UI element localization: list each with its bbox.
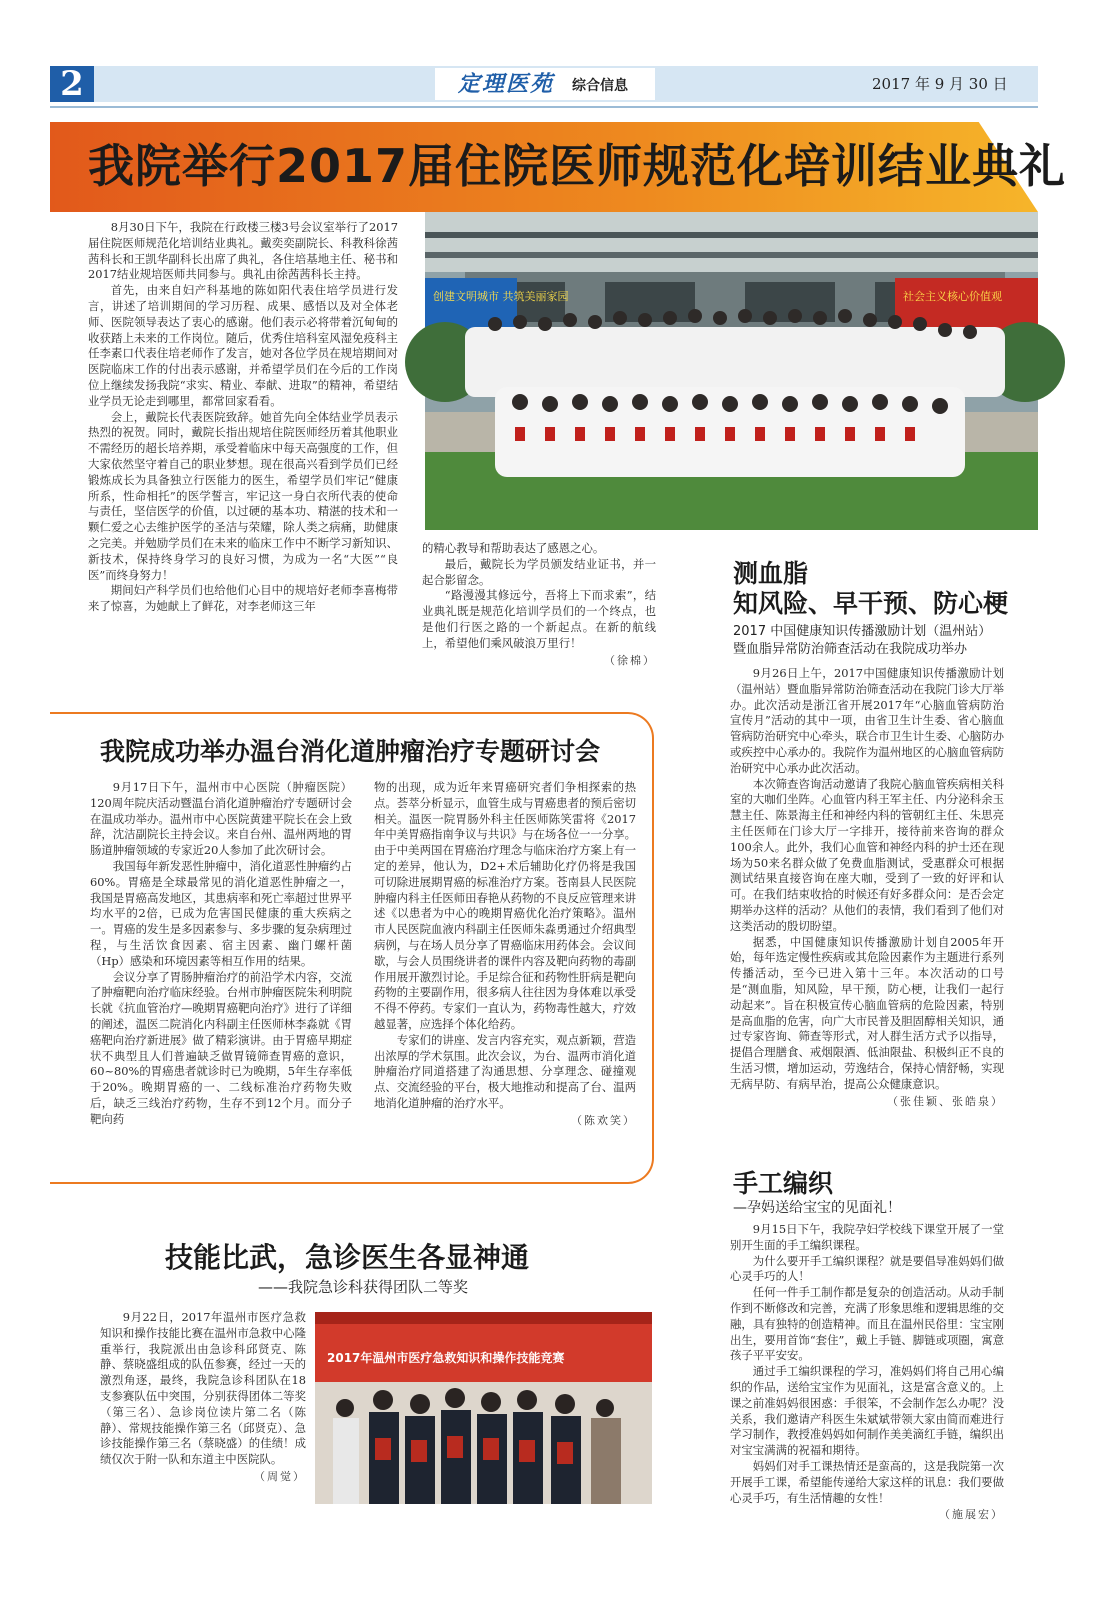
lead-article-col1	[88, 220, 398, 678]
lead-paragraph: “路漫漫其修远兮，吾将上下而求索”，结业典礼既是规范化培训学员们的一个终点，也是他们行医之路的一个新起点。在新的航线上，希望他们乘风破浪万里行！	[422, 588, 656, 650]
graduation-group-photo	[425, 212, 1038, 530]
lipid-subtitle-line1: 2017 中国健康知识传播激励计划（温州站）	[733, 624, 992, 639]
lipid-paragraph: 据悉，中国健康知识传播激励计划自2005年开始，每年选定慢性疾病或其危险因素作为主题进行系列传播活动，至今已进入第十三年。本次活动的口号是“测血脂，知风险，早干预，防心梗，让我们一起行动起来”。旨在积极宣传心脑血管病的危险因素，特别是高血脂的危害，向广大市民普及胆固醇相关知识，通过专家咨询、筛查等形式，对人群生活方式予以指导，提倡合理膳食、戒烟限酒、低油限盐、积极纠正不良的生活习惯，增加运动，劳逸结合，保持心情舒畅，实现无病早防、有病早治，提高公众健康意识。	[730, 934, 1004, 1091]
knitting-title: 手工编织	[733, 1169, 834, 1198]
lipid-subtitle-line2: 暨血脂异常防治筛查活动在我院成功举办	[733, 642, 968, 657]
lipid-article-body	[730, 666, 1004, 1122]
seminar-paragraph: 物的出现，成为近年来胃癌研究者们争相探索的热点。荟萃分析显示，血管生成与胃癌患者的预后密切相关。温医一院胃肠外科主任医师陈笑雷将《2017年中美胃癌指南争议与共识》与在场各位一一分享。由于中美两国在胃癌治疗理念与临床治疗方案上有一定的差异，他认为，D2+术后辅助化疗仍将是我国可切除进展期胃癌的标准治疗方案。苍南县人民医院肿瘤内科主任医师田春艳从药物的不良反应管理来讲述《以患者为中心的晚期胃癌优化治疗策略》。温州市人民医院血液内科副主任医师朱淼勇通过介绍典型病例，与在场人员分享了胃癌临床用药体会。会议间歇，与会人员围绕讲者的课件内容及靶向药物的毒副作用展开激烈讨论。手足综合征和药物性肝病是靶向药物的主要副作用，很多病人往往因为身体难以承受不得不停药。专家们一直认为，药物毒性越大，疗效越显著，应选择个体化给药。	[374, 780, 636, 1031]
contest-banner-text: 2017年温州市医疗急救知识和操作技能竞赛	[327, 1351, 565, 1365]
emergency-team-photo	[315, 1312, 652, 1504]
lead-article-col2	[422, 541, 656, 681]
lead-paragraph: 会上，戴院长代表医院致辞。她首先向全体结业学员表示热烈的祝贺。同时，戴院长指出规培住院医师经历着其他职业不需经历的超长培养期，承受着临床中每天高强度的工作，但大家依然坚守着自己的职业梦想。现在很高兴看到学员们已经锻炼成长为具备独立行医能力的医生，希望学员们牢记“健康所系，性命相托”的医学誓言，牢记这一身白衣所代表的使命与责任，坚信医学的价值，以过硬的基本功、精湛的技术和一颗仁爱之心去维护医学的圣洁与荣耀，除人类之病痛，助健康之完美。并勉励学员们在未来的临床工作中不断学习新知识、新技术，保持终身学习的良好习惯，为成为一名“大医”“良医”而终身努力！	[88, 409, 398, 582]
emergency-paragraph: 9月22日，2017年温州市医疗急救知识和操作技能比赛在温州市急救中心隆重举行，我院派出由急诊科邱贤克、陈静、蔡晓盛组成的队伍参赛，经过一天的激烈角逐，最终，我院急诊科团队在18支参赛队伍中突围，分别获得团体二等奖（第三名）、急诊岗位读片第二名（陈静）、常规技能操作第三名（邱贤克）、急诊技能操作第三名（蔡晓盛）的佳绩！成绩仅次于附一队和东道主中医院队。	[100, 1310, 306, 1467]
emergency-byline: （周觉）	[254, 1469, 306, 1483]
knitting-byline: （施展宏）	[939, 1508, 1004, 1522]
knitting-paragraph: 通过手工编织课程的学习，准妈妈们将自己用心编织的作品，送给宝宝作为见面礼，这是富含意义的。上课之前准妈妈很困惑：手很笨，不会制作怎么办呢？没关系，我们邀请产科医生朱斌斌带领大家由简而难进行学习制作，教授准妈妈如何制作美美滴红手链，编织出对宝宝满满的祝福和期待。	[730, 1364, 1004, 1458]
seminar-col1	[90, 780, 352, 1172]
knitting-subtitle: —孕妈送给宝宝的见面礼！	[733, 1200, 901, 1216]
lipid-byline: （张佳颖、张皓泉）	[887, 1094, 1004, 1108]
issue-date: 2017 年 9 月 30 日	[872, 75, 1008, 93]
knitting-body	[730, 1222, 1004, 1522]
seminar-title: 我院成功举办温台消化道肿瘤治疗专题研讨会	[100, 737, 601, 766]
header-rule	[50, 106, 1038, 108]
lipid-paragraph: 本次筛查咨询活动邀请了我院心脑血管疾病相关科室的大咖们坐阵。心血管内科王军主任、内分泌科余玉慧主任、陈景海主任和神经内科的管朝红主任、朱思亮主任医师在门诊大厅一字排开，接待前来咨询的群众100余人。此外，我们心血管和神经内科的护士还在现场为50来名群众做了免费血脂测试，受惠群众可根据测试结果直接咨询在座大咖，受到了一致的好评和认可。在我们结束收拾的时候还有好多群众问：是否会定期举办这样的活动？从他们的表情，我们看到了他们对这类活动的殷切盼望。	[730, 776, 1004, 933]
knitting-paragraph: 妈妈们对手工课热情还是蛮高的，这是我院第一次开展手工课，希望能传递给大家这样的讯息：我们要做心灵手巧，有生活情趣的女性！	[730, 1458, 1004, 1505]
seminar-paragraph: 9月17日下午，温州市中心医院（肿瘤医院）120周年院庆活动暨温台消化道肿瘤治疗专题研讨会在温成功举办。温州市中心医院黄建平院长在会上致辞，沈洁副院长主持会议。来自台州、温州两地的胃肠道肿瘤领域的专家近20人参加了此次研讨会。	[90, 780, 352, 858]
lipid-paragraph: 9月26日上午，2017中国健康知识传播激励计划（温州站）暨血脂异常防治筛查活动在我院门诊大厅举办。此次活动是浙江省开展2017年“心脑血管病防治宣传月”活动的其中一项，由省卫生计生委、省心脑血管病防治研究中心牵头，联合市卫生计生委、心脑防办或疾控中心承办的。我院作为温州地区的心脑血管病防治研究中心承办此次活动。	[730, 666, 1004, 775]
lead-byline: （徐棉）	[604, 653, 656, 667]
headline-title: 我院举行2017届住院医师规范化培训结业典礼	[88, 139, 1067, 193]
lead-paragraph: 期间妇产科学员们也给他们心目中的规培好老师李喜梅带来了惊喜，为她献上了鲜花，对李老师这三年	[88, 583, 398, 614]
lipid-title-line2: 知风险、早干预、防心梗	[733, 589, 1009, 618]
masthead-logo: 定理医苑	[458, 71, 555, 97]
emergency-title: 技能比武，急诊医生各显神通	[165, 1241, 530, 1274]
photo-banner-right: 社会主义核心价值观	[903, 290, 1002, 303]
knitting-paragraph: 为什么要开手工编织课程？就是要倡导准妈妈们做心灵手巧的人！	[730, 1253, 1004, 1284]
emergency-body	[100, 1310, 306, 1510]
page-number: 2	[50, 66, 94, 102]
seminar-paragraph: 专家们的讲座、发言内容充实，观点新颖，营造出浓厚的学术氛围。此次会议，为台、温两市消化道肿瘤治疗同道搭建了沟通思想、分享理念、碰撞观点、交流经验的平台，极大地推动和提高了台、温两地消化道肿瘤的治疗水平。	[374, 1032, 637, 1110]
lead-paragraph: 首先，由来自妇产科基地的陈如阳代表住培学员进行发言，讲述了培训期间的学习历程、成果、感悟以及对全体老师、医院领导表达了衷心的感谢。他们表示必将带着沉甸甸的收获踏上未来的工作岗位。随后，优秀住培科室风湿免疫科主任李素口代表住培老师作了发言，她对各位学员在规培期间对医院临床工作的付出表示感谢，并希望学员们在今后的工作岗位上继续发扬我院“求实、精业、奉献、进取”的精神，希望结业学员无论走到哪里，都常回家看看。	[88, 283, 398, 408]
seminar-paragraph: 会议分享了胃肠肿瘤治疗的前沿学术内容，交流了肿瘤靶向治疗临床经验。台州市肿瘤医院朱利明院长就《抗血管治疗—晚期胃癌靶向治疗》进行了详细的阐述，温医二院消化内科副主任医师林李淼就《胃癌靶向治疗新进展》做了精彩演讲。由于胃癌早期症状不典型且人们普遍缺乏做胃镜筛查胃癌的意识，60~80%的胃癌患者就诊时已为晚期，5年生存率低于20%。晚期胃癌的一、二线标准治疗药物失败后，缺乏三线治疗药物，生存不到12个月。而分子靶向药	[90, 969, 353, 1126]
lead-paragraph: 8月30日下午，我院在行政楼三楼3号会议室举行了2017届住院医师规范化培训结业典礼。戴奕奕副院长、科教科徐茜茜科长和王凯华副科长出席了典礼，各住培基地主任、秘书和2017结业规培医师共同参与。典礼由徐茜茜科长主持。	[88, 220, 398, 282]
section-name: 综合信息	[572, 78, 628, 94]
lead-paragraph: 的精心教导和帮助表达了感恩之心。	[422, 541, 605, 555]
lipid-title-line1: 测血脂	[733, 559, 809, 588]
lead-paragraph: 最后，戴院长为学员颁发结业证书，并一起合影留念。	[422, 556, 656, 587]
knitting-paragraph: 9月15日下午，我院孕妇学校线下课堂开展了一堂别开生面的手工编织课程。	[730, 1222, 1004, 1252]
seminar-col2	[374, 780, 636, 1172]
photo-banner-left: 创建文明城市 共筑美丽家园	[433, 290, 569, 303]
knitting-paragraph: 任何一件手工制作都是复杂的创造活动。从动手制作到不断修改和完善，充满了形象思维和逻辑思维的交融，具有独特的创造精神。而且在温州民俗里：宝宝刚出生，要用首饰“套住”，戴上手链、脚链或项圈，寓意孩子平平安安。	[730, 1285, 1004, 1363]
emergency-subtitle: ——我院急诊科获得团队二等奖	[258, 1278, 469, 1296]
seminar-byline: （陈欢笑）	[571, 1113, 636, 1127]
seminar-paragraph: 我国每年新发恶性肿瘤中，消化道恶性肿瘤约占60%。胃癌是全球最常见的消化道恶性肿瘤之一，我国是胃癌高发地区，其患病率和死亡率超过世界平均水平的2倍，已成为危害国民健康的重大疾病之一。胃癌的发生是多因素参与、多步骤的复杂病理过程，与生活饮食因素、宿主因素、幽门螺杆菌（Hp）感染和环境因素等相互作用的结果。	[90, 858, 353, 968]
